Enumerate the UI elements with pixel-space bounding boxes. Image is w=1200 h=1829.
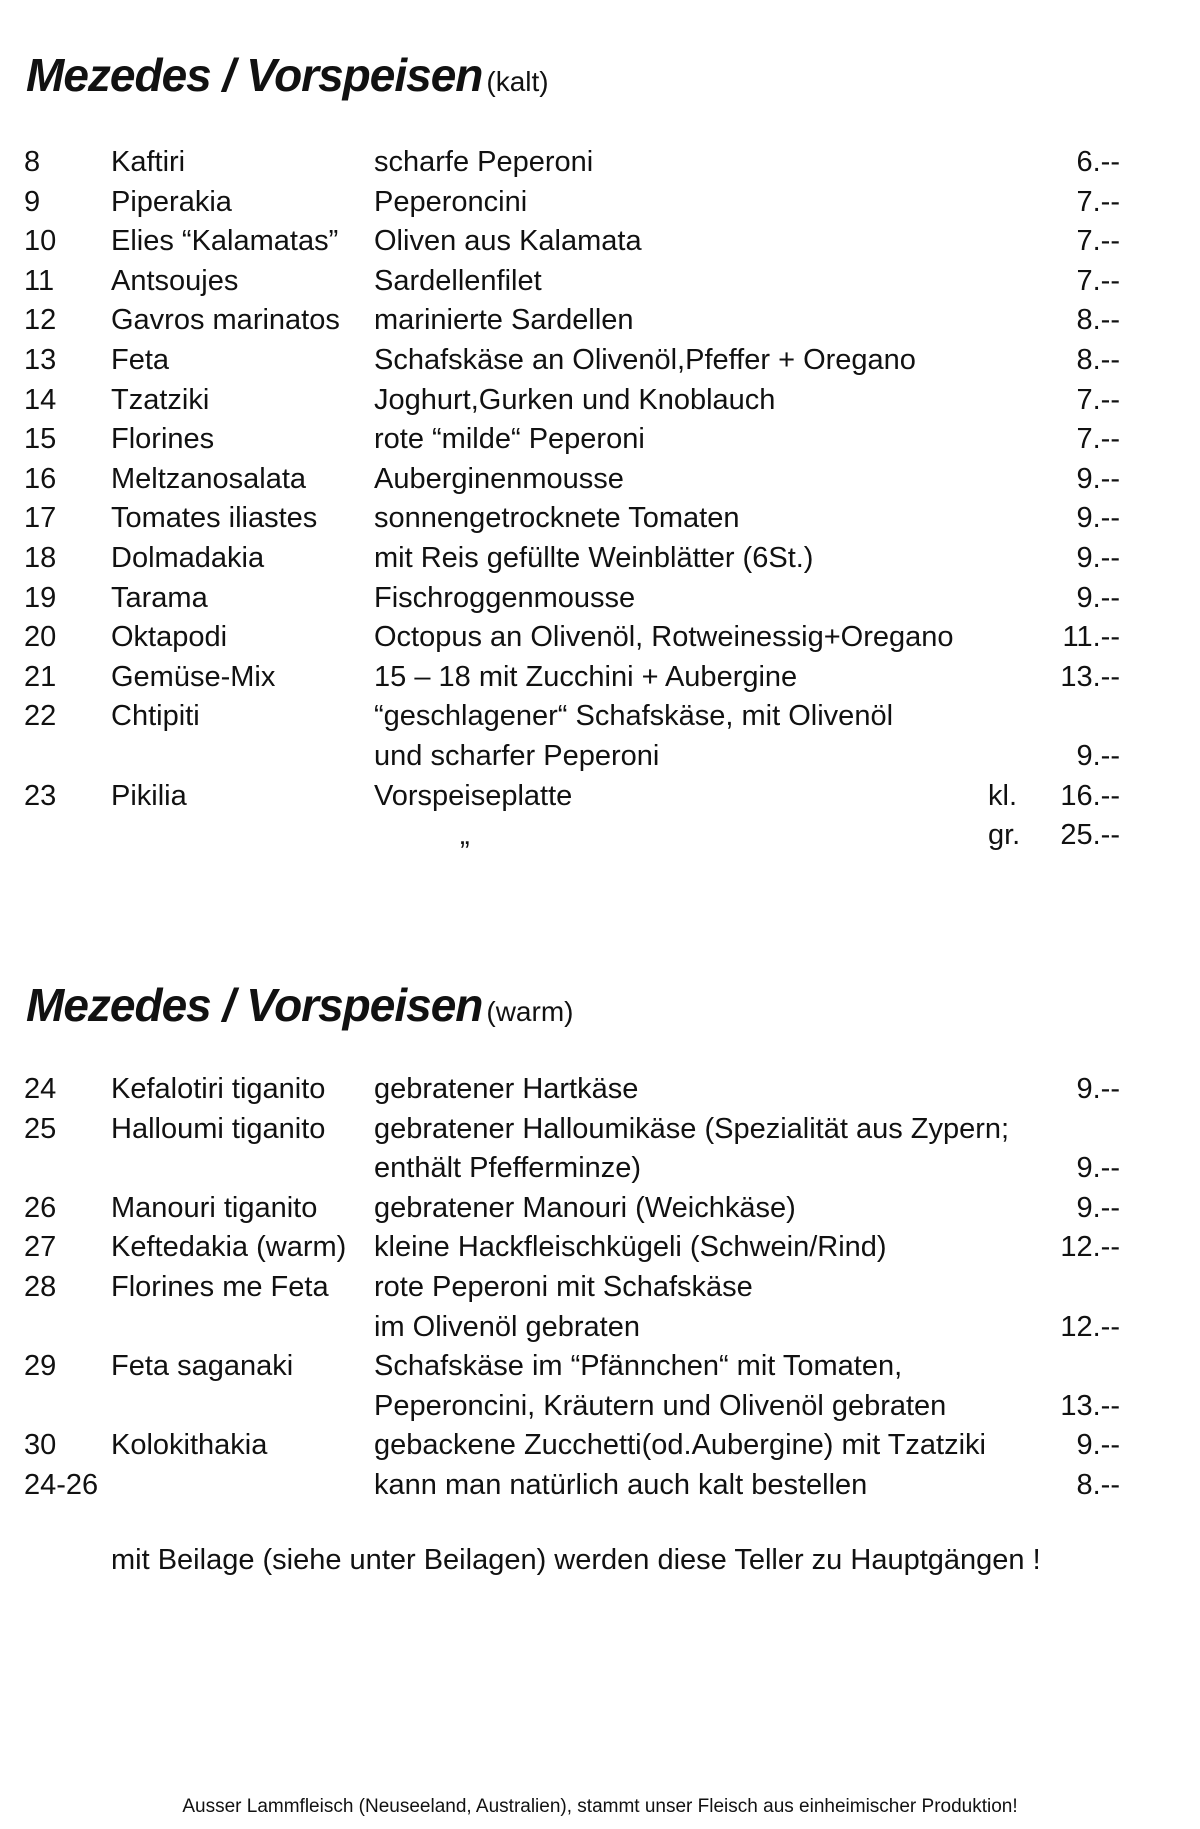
item-description: gebratener Manouri (Weichkäse) xyxy=(374,1191,796,1224)
section-title: Mezedes / Vorspeisen xyxy=(26,979,483,1031)
item-description: gebackene Zucchetti(od.Aubergine) mit Tzatziki xyxy=(374,1429,986,1462)
section-heading-cold xyxy=(26,48,549,102)
section-title: Mezedes / Vorspeisen xyxy=(26,49,483,101)
menu-item xyxy=(0,1466,1200,1506)
item-price: 8.-- xyxy=(1076,1468,1120,1501)
item-description: rote Peperoni mit Schafskäse xyxy=(374,1270,753,1303)
section-subtitle: (kalt) xyxy=(486,66,549,97)
item-description-cont: im Olivenöl gebraten xyxy=(374,1310,640,1343)
menu-item xyxy=(0,341,1200,381)
menu-item xyxy=(0,381,1200,421)
item-number: 9 xyxy=(24,185,41,218)
item-number: 29 xyxy=(24,1350,57,1383)
menu-item xyxy=(0,1347,1200,1426)
menu-item xyxy=(0,579,1200,619)
item-description: scharfe Peperoni xyxy=(374,146,594,178)
item-number: 13 xyxy=(24,343,57,376)
item-name: Feta xyxy=(111,343,170,376)
item-price: 9.-- xyxy=(1076,1429,1120,1462)
menu-item xyxy=(0,539,1200,579)
item-price: 13.-- xyxy=(1060,1389,1120,1422)
item-name: Chtipiti xyxy=(111,700,200,733)
menu-item xyxy=(0,777,1200,817)
menu-item xyxy=(0,460,1200,500)
item-description: Octopus an Olivenöl, Rotweinessig+Oregano xyxy=(374,621,954,654)
item-price: 9.-- xyxy=(1076,502,1120,535)
item-number: 10 xyxy=(24,225,57,258)
item-name: Oktapodi xyxy=(111,621,228,654)
menu-item xyxy=(0,1228,1200,1268)
item-description: Schafskäse an Olivenöl,Pfeffer + Oregano xyxy=(374,343,916,376)
item-name: Tzatziki xyxy=(111,383,210,416)
item-price: 9.-- xyxy=(1076,581,1120,614)
menu-item xyxy=(0,499,1200,539)
menu-item xyxy=(0,420,1200,460)
menu-item xyxy=(0,143,1200,183)
item-name: Kaftiri xyxy=(111,146,186,178)
item-price: 9.-- xyxy=(1076,1191,1120,1224)
item-price: 13.-- xyxy=(1060,660,1120,693)
item-description: Joghurt,Gurken und Knoblauch xyxy=(374,383,776,416)
section-subtitle: (warm) xyxy=(486,996,574,1027)
item-number: 14 xyxy=(24,383,57,416)
item-number: 8 xyxy=(24,146,41,178)
item-price: 11.-- xyxy=(1062,621,1120,654)
item-name: Meltzanosalata xyxy=(111,462,307,495)
item-description: rote “milde“ Peperoni xyxy=(374,423,645,456)
item-price: 7.-- xyxy=(1076,225,1120,258)
item-name: Manouri tiganito xyxy=(111,1191,318,1224)
menu-list-warm xyxy=(0,1070,1200,1506)
item-name: Dolmadakia xyxy=(111,541,265,574)
item-number: 12 xyxy=(24,304,57,337)
menu-list-cold xyxy=(0,143,1200,856)
item-size: kl. xyxy=(988,779,1017,812)
item-name: Pikilia xyxy=(111,779,187,812)
item-name: Kefalotiri tiganito xyxy=(111,1073,326,1105)
item-name: Keftedakia (warm) xyxy=(111,1231,347,1264)
item-number: 11 xyxy=(24,264,55,297)
side-dish-note: mit Beilage (siehe unter Beilagen) werden diese Teller zu Hauptgängen ! xyxy=(111,1544,1041,1576)
menu-item xyxy=(0,1268,1200,1347)
item-description: Sardellenfilet xyxy=(374,264,542,297)
menu-item xyxy=(0,816,1200,856)
item-price: 12.-- xyxy=(1060,1231,1120,1264)
item-number: 30 xyxy=(24,1429,57,1462)
menu-item xyxy=(0,697,1200,776)
item-description-cont: und scharfer Peperoni xyxy=(374,739,660,772)
item-price: 16.-- xyxy=(1060,779,1120,812)
item-price: 9.-- xyxy=(1076,739,1120,772)
menu-item xyxy=(0,1110,1200,1189)
item-description: Vorspeiseplatte xyxy=(374,779,573,812)
item-description: Schafskäse im “Pfännchen“ mit Tomaten, xyxy=(374,1350,903,1383)
item-number: 23 xyxy=(24,779,57,812)
item-description: 15 – 18 mit Zucchini + Aubergine xyxy=(374,660,798,693)
item-description: Fischroggenmousse xyxy=(374,581,636,614)
menu-item xyxy=(0,1189,1200,1229)
item-name: Feta saganaki xyxy=(111,1350,294,1383)
item-name: Antsoujes xyxy=(111,264,239,297)
item-price: 9.-- xyxy=(1076,541,1120,574)
item-price: 7.-- xyxy=(1076,423,1120,456)
item-description-cont: Peperoncini, Kräutern und Olivenöl gebraten xyxy=(374,1389,947,1422)
item-number: 16 xyxy=(24,462,57,495)
item-description: Auberginenmousse xyxy=(374,462,624,495)
item-description: “geschlagener“ Schafskäse, mit Olivenöl xyxy=(374,700,894,733)
item-description: gebratener Hartkäse xyxy=(374,1073,639,1105)
item-price: 25.-- xyxy=(1060,819,1120,852)
item-name: Gemüse-Mix xyxy=(111,660,276,693)
item-price: 9.-- xyxy=(1076,462,1120,495)
item-price: 7.-- xyxy=(1076,383,1120,416)
menu-item xyxy=(0,1070,1200,1110)
item-name: Florines me Feta xyxy=(111,1270,329,1303)
item-number: 26 xyxy=(24,1191,57,1224)
item-price: 8.-- xyxy=(1076,304,1120,337)
item-description: mit Reis gefüllte Weinblätter (6St.) xyxy=(374,541,814,574)
menu-item xyxy=(0,618,1200,658)
menu-item xyxy=(0,658,1200,698)
item-number: 28 xyxy=(24,1270,57,1303)
item-number: 21 xyxy=(24,660,57,693)
item-description: kann man natürlich auch kalt bestellen xyxy=(374,1468,868,1501)
item-description: gebratener Halloumikäse (Spezialität aus Zypern; xyxy=(374,1112,1010,1145)
item-number: 25 xyxy=(24,1112,57,1145)
menu-item xyxy=(0,262,1200,302)
item-number: 22 xyxy=(24,700,57,733)
menu-item xyxy=(0,222,1200,262)
item-name: Elies “Kalamatas” xyxy=(111,225,339,258)
item-name: Kolokithakia xyxy=(111,1429,268,1462)
item-number: 20 xyxy=(24,621,57,654)
item-number: 18 xyxy=(24,541,57,574)
item-number: 24-26 xyxy=(24,1468,99,1501)
item-price: 8.-- xyxy=(1076,343,1120,376)
menu-item xyxy=(0,1426,1200,1466)
item-size: gr. xyxy=(988,819,1021,852)
item-name: Tomates iliastes xyxy=(111,502,318,535)
menu-item xyxy=(0,301,1200,341)
item-number: 19 xyxy=(24,581,57,614)
item-price: 9.-- xyxy=(1076,1073,1120,1105)
item-description: sonnengetrocknete Tomaten xyxy=(374,502,740,535)
item-description: Oliven aus Kalamata xyxy=(374,225,642,258)
section-heading-warm xyxy=(26,978,573,1032)
item-price: 7.-- xyxy=(1076,185,1120,218)
item-number: 24 xyxy=(24,1073,57,1105)
item-description: Peperoncini xyxy=(374,185,528,218)
item-name: Tarama xyxy=(111,581,208,614)
menu-item xyxy=(0,183,1200,223)
item-description-cont: enthält Pfefferminze) xyxy=(374,1152,642,1185)
item-name: Florines xyxy=(111,423,215,456)
item-description: „ xyxy=(460,819,470,852)
item-number: 15 xyxy=(24,423,57,456)
item-number: 27 xyxy=(24,1231,57,1264)
item-description: kleine Hackfleischkügeli (Schwein/Rind) xyxy=(374,1231,887,1264)
item-price: 9.-- xyxy=(1076,1152,1120,1185)
item-name: Gavros marinatos xyxy=(111,304,340,337)
item-name: Piperakia xyxy=(111,185,232,218)
item-name: Halloumi tiganito xyxy=(111,1112,326,1145)
item-price: 7.-- xyxy=(1076,264,1120,297)
item-description: marinierte Sardellen xyxy=(374,304,634,337)
item-number: 17 xyxy=(24,502,57,535)
footer-note: Ausser Lammfleisch (Neuseeland, Australien), stammt unser Fleisch aus einheimischer Produktion! xyxy=(182,1796,1018,1817)
item-price: 6.-- xyxy=(1076,146,1120,178)
item-price: 12.-- xyxy=(1060,1310,1120,1343)
